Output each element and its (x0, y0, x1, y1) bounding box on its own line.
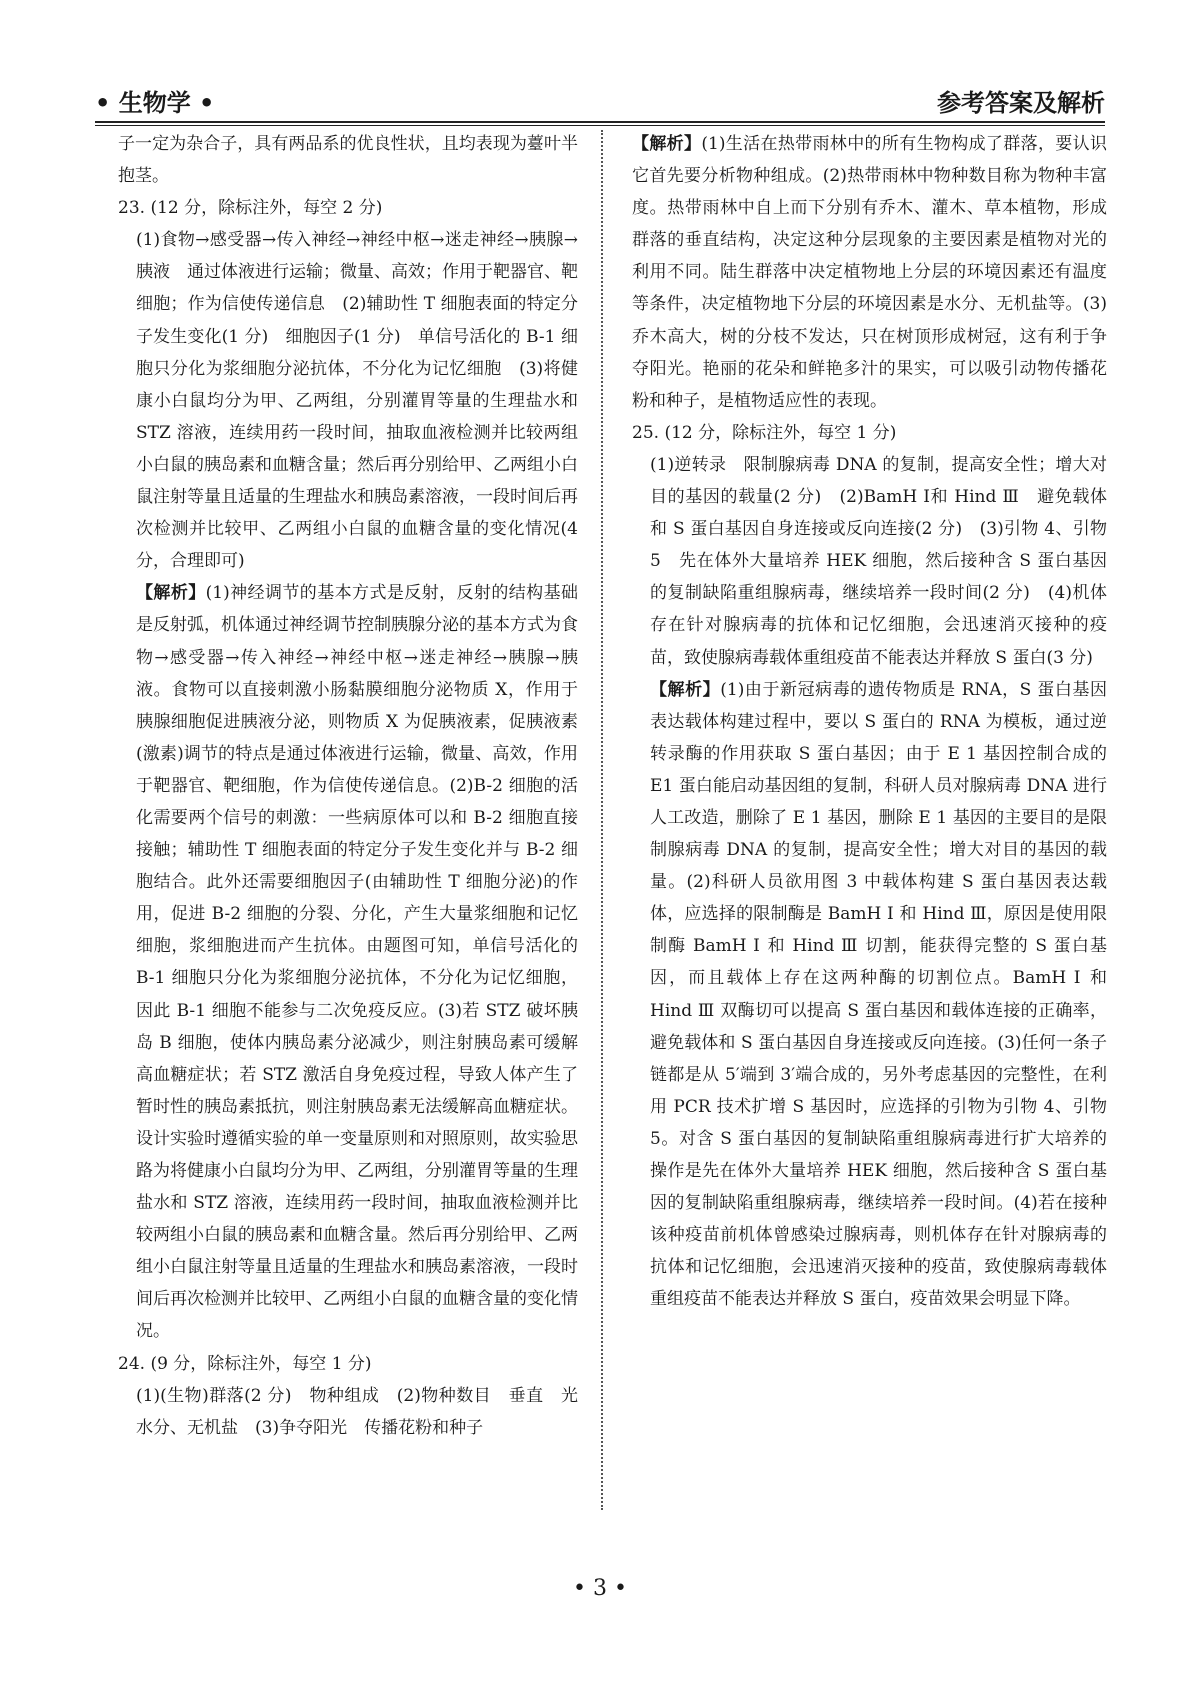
question-24-explanation (632, 128, 1107, 417)
question-25-explanation (632, 674, 1107, 1316)
subject-title: • 生物学 • (95, 89, 215, 117)
explanation-tag: 【解析】 (136, 583, 206, 604)
header-rule-thin (95, 125, 1105, 126)
column-divider (601, 130, 603, 1510)
question-24-answer: (1)(生物)群落(2 分) 物种组成 (2)物种数目 垂直 光 水分、无机盐 (3)争夺阳光 传播花粉和种子 (136, 1385, 595, 1438)
explanation-tag: 【解析】 (632, 134, 702, 154)
right-column (632, 128, 1107, 1315)
header-rule (95, 121, 1105, 123)
question-25-answer: (1)逆转录 限制腺病毒 DNA 的复制，提高安全性；增大对目的基因的载量(2 分) (2)BamH Ⅰ和 Hind Ⅲ 避免载体和 S 蛋白基因自身连接或反向连接(2 分) (3)引物 4、引物 5 先在体外大量培养 HEK 细胞，然后接种含 S 蛋白基因的复制缺陷重组腺病毒，继续培养一段时间(2 分) (4)机体存在针对腺病毒的抗体和记忆细胞，会迅速消灭接种的疫苗，致使腺病毒载体重组疫苗不能表达并释放 S 蛋白(3 分) (650, 454, 1107, 668)
explanation-tag: 【解析】 (650, 679, 721, 700)
left-column (118, 128, 595, 1444)
question-23-explanation (118, 577, 578, 1347)
question-25-explanation-text: (1)由于新冠病毒的遗传物质是 RNA，S 蛋白基因表达载体构建过程中，要以 S 蛋白的 RNA 为模板，通过逆转录酶的作用获取 S 蛋白基因；由于 E 1 基因控制合成的 E1 蛋白能启动基因组的复制，科研人员对腺病毒 DNA 进行人工改造，删除了 E 1 基因，删除 E 1 基因的主要目的是限制腺病毒 DNA 的复制，提高安全性；增大对目的基因的载量。(2)科研人员欲用图 3 中载体构建 S 蛋白基因表达载体，应选择的限制酶是 BamH Ⅰ 和 Hind Ⅲ，原因是使用限制酶 BamH Ⅰ 和 Hind Ⅲ 切割，能获得完整的 S 蛋白基因，而且载体上存在这两种酶的切割位点。BamH Ⅰ 和 Hind Ⅲ 双酶切可以提高 S 蛋白基因和载体连接的正确率，避免载体和 S 蛋白基因自身连接或反向连接。(3)任何一条子链都是从 5′端到 3′端合成的，另外考虑基因的完整性，在利用 PCR 技术扩增 S 基因时，应选择的引物为引物 4、引物 5。对含 S 蛋白基因的复制缺陷重组腺病毒进行扩大培养的操作是先在体外大量培养 HEK 细胞，然后接种含 S 蛋白基因的复制缺陷重组腺病毒，继续培养一段时间。(4)若在接种该种疫苗前机体曾感染过腺病毒，则机体存在针对腺病毒的抗体和记忆细胞，会迅速消灭接种的疫苗，致使腺病毒载体重组疫苗不能表达并释放 S 蛋白，疫苗效果会明显下降。 (650, 679, 1107, 1310)
page-header (95, 78, 1105, 118)
question-23-answer: (1)食物→感受器→传入神经→神经中枢→迷走神经→胰腺→胰液 通过体液进行运输；微量、高效；作用于靶器官、靶细胞；作为信使传递信息 (2)辅助性 T 细胞表面的特定分子发生变化(1 分) 细胞因子(1 分) 单信号活化的 B-1 细胞只分化为浆细胞分泌抗体，不分化为记忆细胞 (3)将健康小白鼠均分为甲、乙两组，分别灌胃等量的生理盐水和 STZ 溶液，连续用药一段时间，抽取血液检测并比较两组小白鼠的胰岛素和血糖含量；然后再分别给甲、乙两组小白鼠注射等量且适量的生理盐水和胰岛素溶液，一段时间后再次检测并比较甲、乙两组小白鼠的血糖含量的变化情况(4 分，合理即可) (136, 230, 578, 572)
continuation-paragraph: 子一定为杂合子，具有两品系的优良性状，且均表现为薹叶半抱茎。 (118, 134, 578, 187)
question-24-explanation-text: (1)生活在热带雨林中的所有生物构成了群落，要认识它首先要分析物种组成。(2)热带雨林中物种数目称为物种丰富度。热带雨林中自上而下分别有乔木、灌木、草本植物，形成群落的垂直结构，决定这种分层现象的主要因素是植物对光的利用不同。陆生群落中决定植物地上分层的环境因素还有温度等条件，决定植物地下分层的环境因素是水分、无机盐等。(3)乔木高大，树的分枝不发达，只在树顶形成树冠，这有利于争夺阳光。艳丽的花朵和鲜艳多汁的果实，可以吸引动物传播花粉和种子，是植物适应性的表现。 (632, 134, 1107, 411)
question-23-explanation-text: (1)神经调节的基本方式是反射，反射的结构基础是反射弧，机体通过神经调节控制胰腺分泌的基本方式为食物→感受器→传入神经→神经中枢→迷走神经→胰腺→胰液。食物可以直接刺激小肠黏膜细胞分泌物质 X，作用于胰腺细胞促进胰液分泌，则物质 X 为促胰液素，促胰液素(激素)调节的特点是通过体液进行运输，微量、高效，作用于靶器官、靶细胞，作为信使传递信息。(2)B-2 细胞的活化需要两个信号的刺激：一些病原体可以和 B-2 细胞直接接触；辅助性 T 细胞表面的特定分子发生变化并与 B-2 细胞结合。此外还需要细胞因子(由辅助性 T 细胞分泌)的作用，促进 B-2 细胞的分裂、分化，产生大量浆细胞和记忆细胞，浆细胞进而产生抗体。由题图可知，单信号活化的 B-1 细胞只分化为浆细胞分泌抗体，不分化为记忆细胞，因此 B-1 细胞不能参与二次免疫反应。(3)若 STZ 破坏胰岛 B 细胞，使体内胰岛素分泌减少，则注射胰岛素可缓解高血糖症状；若 STZ 激活自身免疫过程，导致人体产生了暂时性的胰岛素抵抗，则注射胰岛素无法缓解高血糖症状。设计实验时遵循实验的单一变量原则和对照原则，故实验思路为将健康小白鼠均分为甲、乙两组，分别灌胃等量的生理盐水和 STZ 溶液，连续用药一段时间，抽取血液检测并比较两组小白鼠的胰岛素和血糖含量。然后再分别给甲、乙两组小白鼠注射等量且适量的生理盐水和胰岛素溶液，一段时间后再次检测并比较甲、乙两组小白鼠的血糖含量的变化情况。 (136, 583, 578, 1342)
question-24-heading: 24. (9 分，除标注外，每空 1 分) (118, 1353, 372, 1374)
section-title: 参考答案及解析 (937, 89, 1105, 117)
question-23-heading: 23. (12 分，除标注外，每空 2 分) (118, 198, 383, 219)
page-number: • 3 • (573, 1576, 627, 1601)
question-25-heading: 25. (12 分，除标注外，每空 1 分) (632, 422, 897, 443)
